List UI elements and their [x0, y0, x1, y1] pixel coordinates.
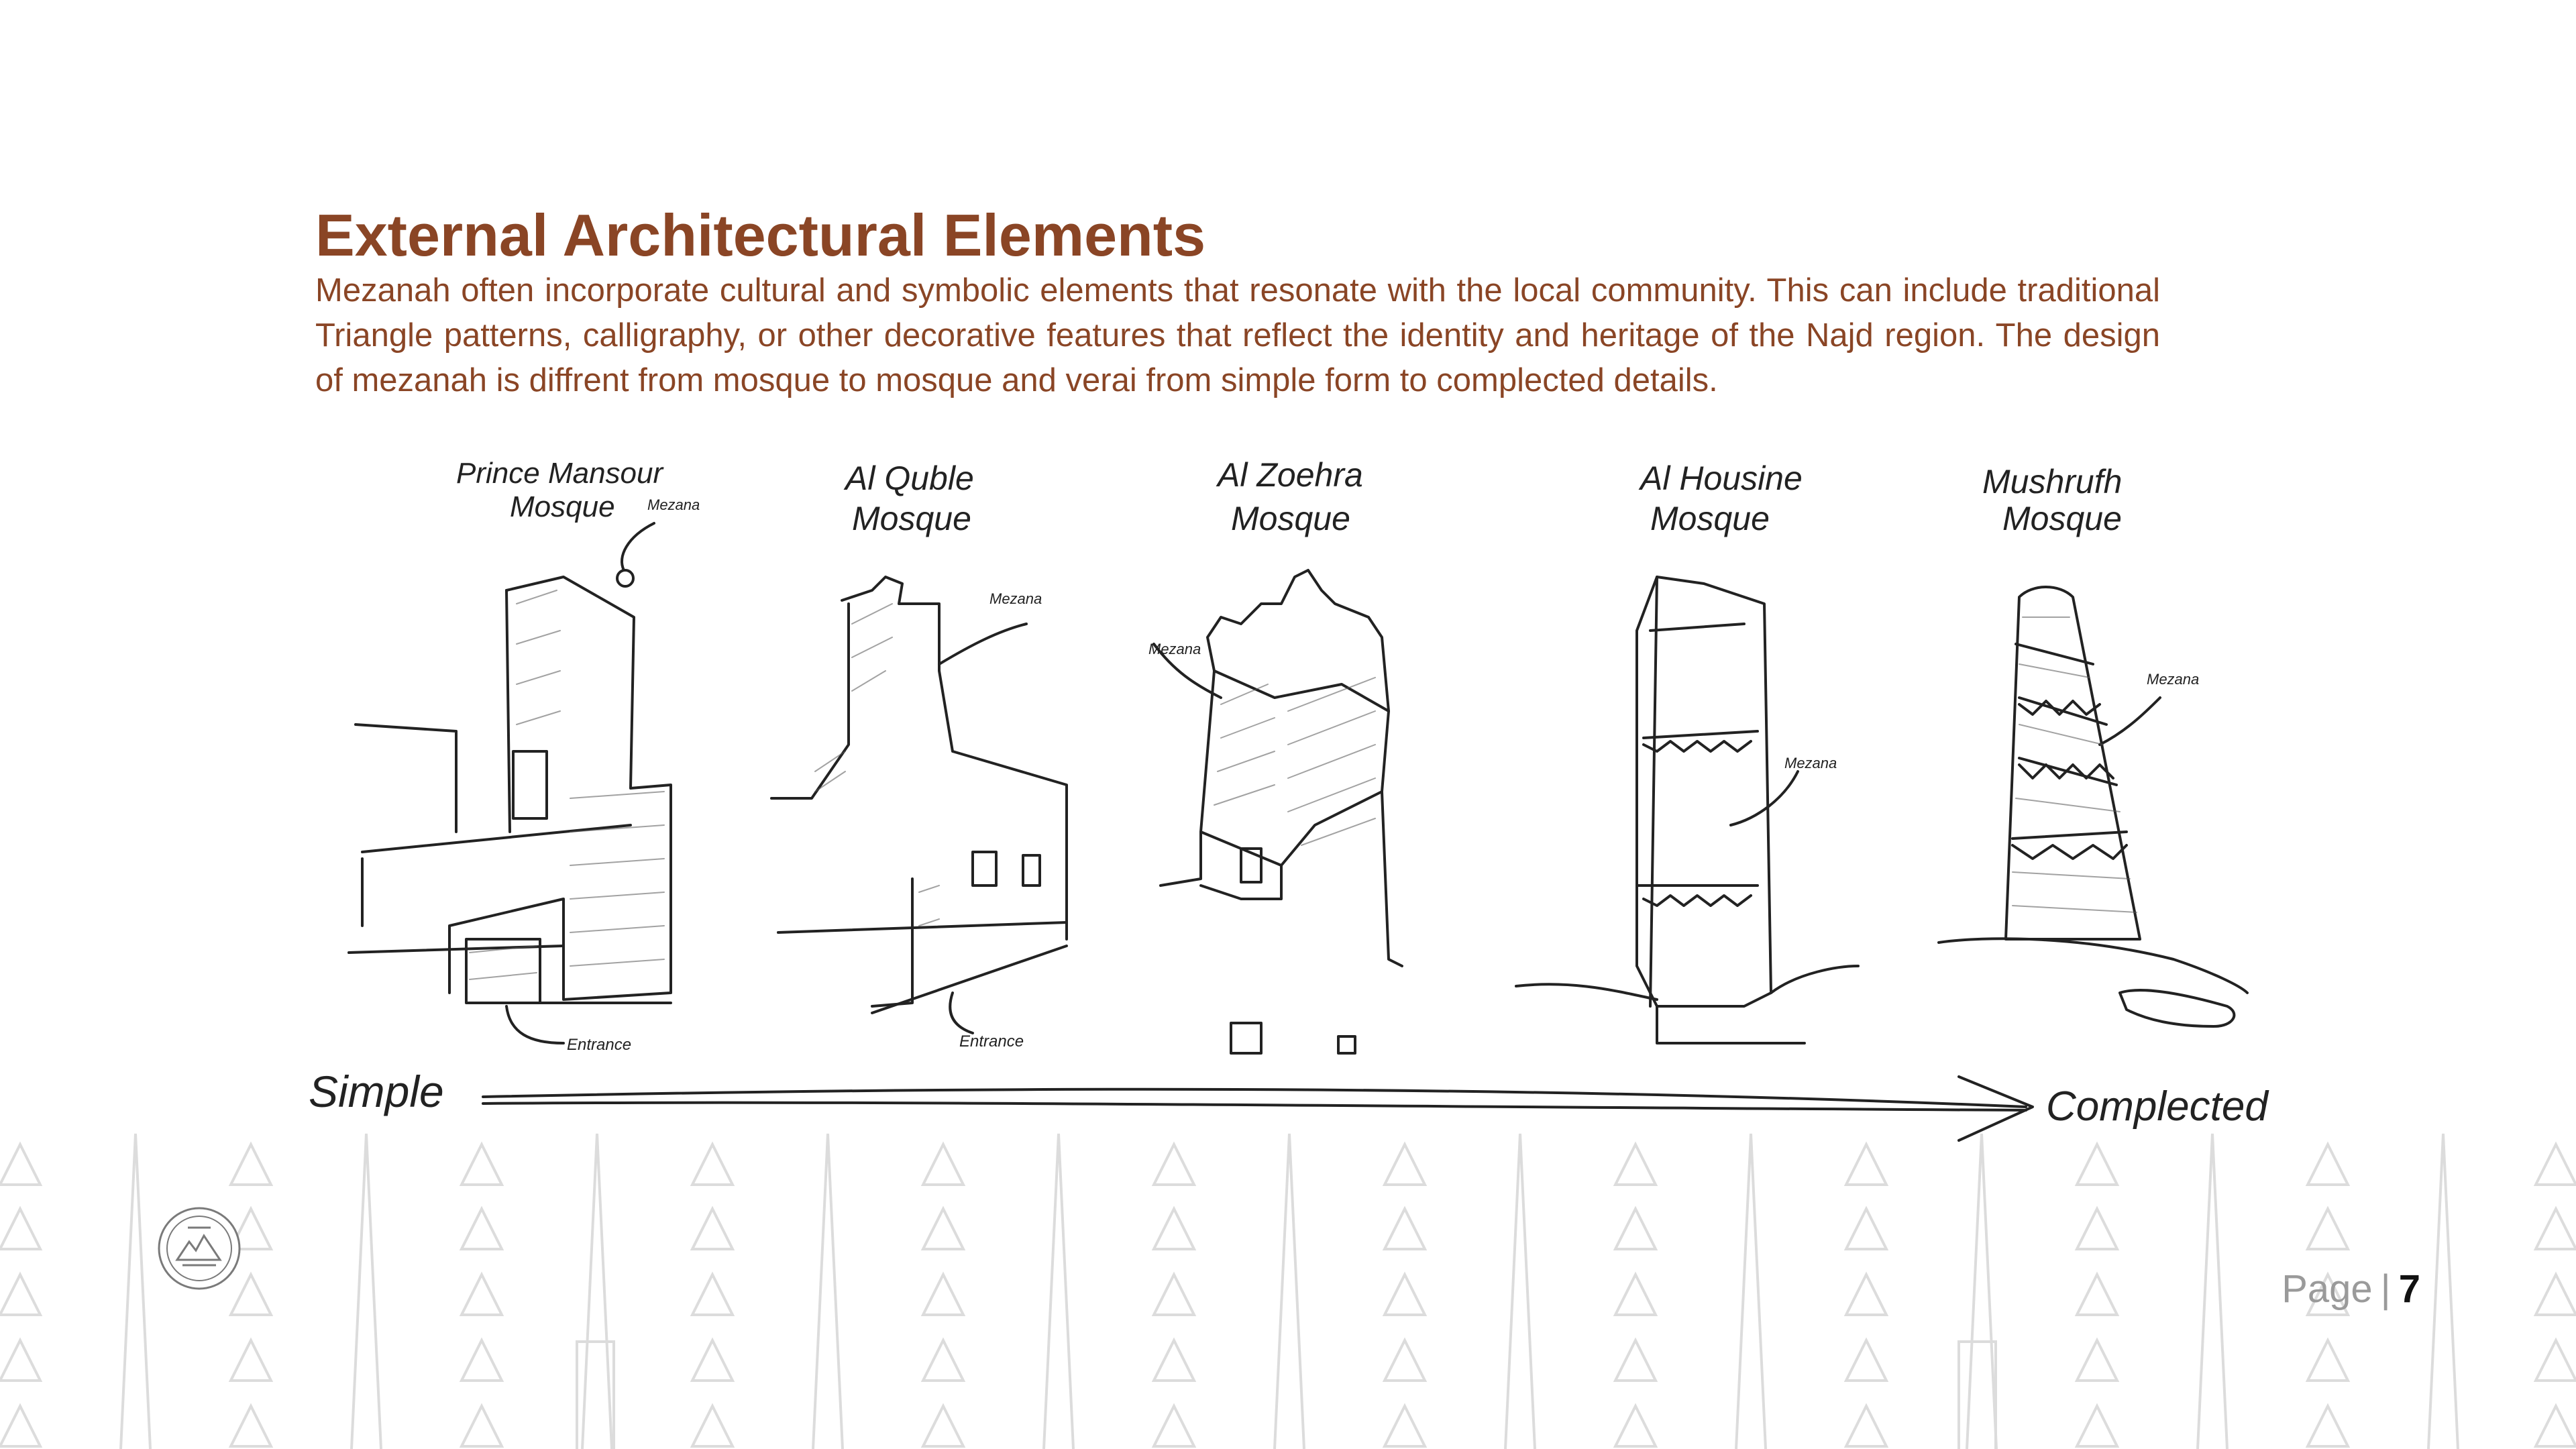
pattern-doors [577, 1342, 1996, 1449]
hatching-1 [470, 590, 664, 979]
pattern-tall-triangles [121, 1134, 2458, 1449]
body-paragraph: Mezanah often incorporate cultural and symbolic elements that resonate with the local community. This can include traditional Triangle patterns, calligraphy, or other decorative features that reflect the identity and heritage of the Najd region. The design of mezanah is diffrent from mosque to mosque and verai from simple form to complected details. [315, 272, 2160, 398]
page-number [2282, 1267, 2420, 1311]
sketch-1-mosque: Mosque [510, 490, 615, 523]
page-title: External Architectural Elements [315, 202, 1206, 268]
hatching-3 [1214, 678, 1375, 845]
sketch-prince-mansour [349, 523, 671, 1043]
sketch-2-entrance: Entrance [959, 1032, 1024, 1051]
triangle-pattern [0, 1127, 2576, 1449]
page-label: Page [2282, 1267, 2373, 1311]
sketch-2-mosque: Mosque [852, 500, 971, 537]
sketch-5-note: Mezana [2147, 671, 2200, 688]
sketch-2-note: Mezana [989, 590, 1042, 607]
sketch-4-note: Mezana [1784, 755, 1837, 771]
scale-start-label: Simple [309, 1067, 444, 1116]
sketch-al-housine [1516, 577, 1858, 1043]
sketch-5-mosque: Mosque [2002, 500, 2122, 537]
sketch-3-name: Al Zoehra [1218, 456, 1363, 494]
sketch-1-entrance: Entrance [567, 1036, 632, 1054]
page-separator: | [2380, 1267, 2391, 1311]
sketch-4-mosque: Mosque [1650, 500, 1770, 537]
sketch-5-name: Mushrufh [1982, 463, 2123, 500]
sketch-4-name: Al Housine [1640, 460, 1803, 497]
sketch-mushrufh [1939, 587, 2247, 1026]
sketch-3-note: Mezana [1148, 641, 1201, 657]
sketch-al-quble [771, 577, 1067, 1033]
sketch-1-name: Prince Mansour [456, 457, 663, 490]
sketch-3-mosque: Mosque [1231, 500, 1350, 537]
sketch-2-name: Al Quble [845, 460, 974, 497]
sketch-1-note: Mezana [647, 496, 700, 513]
scale-end-label: Complected [2046, 1083, 2268, 1130]
page-number-value: 7 [2398, 1267, 2420, 1311]
institution-seal-logo [156, 1205, 243, 1292]
